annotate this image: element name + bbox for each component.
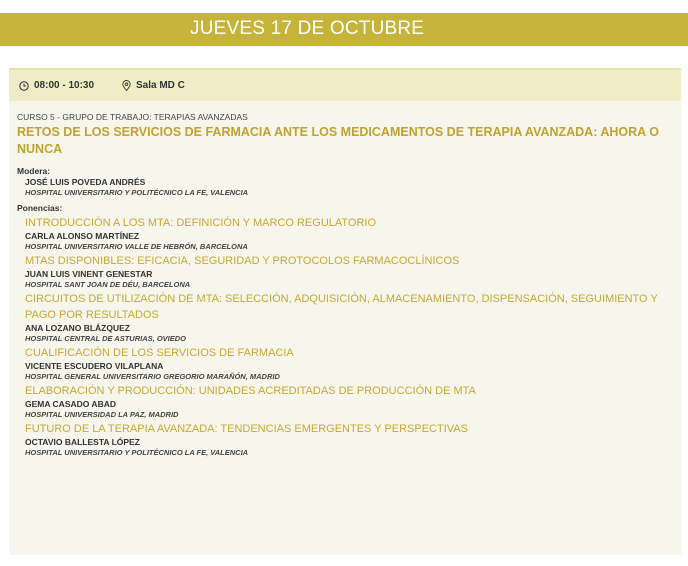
speaker-affiliation: HOSPITAL CENTRAL DE ASTURIAS, OVIEDO	[25, 334, 186, 343]
session-header	[9, 68, 681, 101]
session-title: RETOS DE LOS SERVICIOS DE FARMACIA ANTE LOS MEDICAMENTOS DE TERAPIA AVANZADA: AHORA O NUNCA	[17, 125, 659, 156]
talk-title: MTAS DISPONIBLES: EFICACIA, SEGURIDAD Y PROTOCOLOS FARMACOCLÍNICOS	[25, 255, 460, 267]
session-content	[17, 112, 673, 458]
speaker-affiliation: HOSPITAL UNIVERSITARIO Y POLITÉCNICO LA FE, VALENCIA	[25, 448, 249, 457]
session-card	[9, 68, 681, 555]
speaker-name: VICENTE ESCUDERO VILAPLANA	[25, 361, 164, 371]
talk-item	[17, 383, 673, 420]
talk-title: FUTURO DE LA TERAPIA AVANZADA: TENDENCIAS EMERGENTES Y PERSPECTIVAS	[25, 423, 468, 435]
speaker-name: CARLA ALONSO MARTÍNEZ	[25, 231, 140, 241]
speaker-name: GEMA CASADO ABAD	[25, 399, 116, 409]
speaker-name: OCTAVIO BALLESTA LÓPEZ	[25, 437, 140, 447]
session-time	[19, 80, 94, 91]
speaker-affiliation: HOSPITAL UNIVERSIDAD LA PAZ, MADRID	[25, 410, 179, 419]
talks-label: Ponencias:	[17, 203, 63, 213]
speaker-affiliation: HOSPITAL SANT JOAN DE DÉU, BARCELONA	[25, 280, 191, 289]
talk-title: CIRCUITOS DE UTILIZACIÓN DE MTA: SELECCIÓN, ADQUISICIÓN, ALMACENAMIENTO, DISPENSACIÓN, SEGUIMIENTO Y PAGO POR RESULTADOS	[25, 293, 658, 321]
speaker-name: ANA LOZANO BLÁZQUEZ	[25, 323, 130, 333]
talk-title: ELABORACIÓN Y PRODUCCIÓN: UNIDADES ACREDITADAS DE PRODUCCIÓN DE MTA	[25, 385, 476, 397]
course-label: CURSO 5 - GRUPO DE TRABAJO: TERAPIAS AVANZADAS	[17, 112, 248, 122]
talk-title: INTRODUCCIÓN A LOS MTA: DEFINICIÓN Y MARCO REGULATORIO	[25, 217, 377, 229]
moderator-name: JOSÉ LUIS POVEDA ANDRÉS	[25, 177, 146, 187]
speaker-affiliation: HOSPITAL GENERAL UNIVERSITARIO GREGORIO MARAÑÓN, MADRID	[25, 372, 280, 381]
talk-title: CUALIFICACIÓN DE LOS SERVICIOS DE FARMACIA	[25, 347, 294, 359]
talk-item	[17, 421, 673, 458]
location-pin-icon	[122, 80, 131, 91]
clock-icon	[19, 81, 29, 91]
moderator	[17, 177, 673, 198]
speaker-name: JUAN LUIS VINENT GENESTAR	[25, 269, 153, 279]
talk-item	[17, 291, 673, 344]
session-room-text: Sala MD C	[136, 80, 185, 91]
talk-item	[17, 345, 673, 382]
talk-item	[17, 253, 673, 290]
moderator-label: Modera:	[17, 166, 51, 176]
speaker-affiliation: HOSPITAL UNIVERSITARIO VALLE DE HEBRÓN, BARCELONA	[25, 242, 248, 251]
day-title: JUEVES 17 DE OCTUBRE	[190, 18, 425, 39]
session-room	[122, 80, 185, 91]
moderator-affiliation: HOSPITAL UNIVERSITARIO Y POLITÉCNICO LA FE, VALENCIA	[25, 188, 249, 197]
talk-item	[17, 215, 673, 252]
session-time-text: 08:00 - 10:30	[34, 80, 95, 91]
day-header-bar	[0, 13, 688, 46]
